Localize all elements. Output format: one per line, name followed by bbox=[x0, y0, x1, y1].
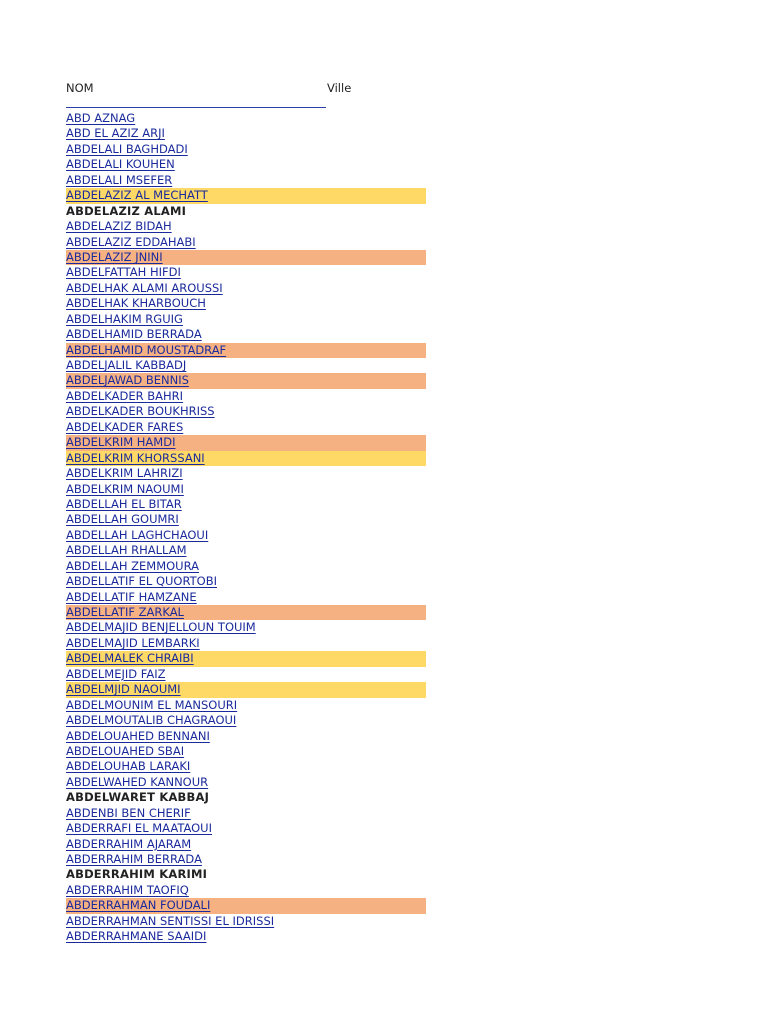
name-link[interactable]: ABDELAZIZ AL MECHATT bbox=[66, 188, 208, 203]
list-item[interactable] bbox=[66, 312, 426, 327]
list-item[interactable] bbox=[66, 837, 426, 852]
list-item[interactable] bbox=[66, 605, 426, 620]
list-item[interactable] bbox=[66, 157, 426, 172]
name-link[interactable]: ABDELALI KOUHEN bbox=[66, 157, 175, 172]
list-item[interactable] bbox=[66, 126, 426, 141]
name-link[interactable]: ABDELHAK KHARBOUCH bbox=[66, 296, 206, 311]
list-item[interactable] bbox=[66, 188, 426, 203]
name-text: ABDERRAHIM KARIMI bbox=[66, 867, 208, 882]
name-link[interactable]: ABDELLATIF ZARKAL bbox=[66, 605, 184, 619]
list-item[interactable] bbox=[66, 682, 426, 697]
list-item[interactable] bbox=[66, 435, 426, 450]
list-item[interactable] bbox=[66, 327, 426, 342]
name-link[interactable]: ABDELKRIM KHORSSANI bbox=[66, 450, 205, 465]
name-link[interactable]: ABDELKADER FARES bbox=[66, 419, 184, 434]
name-link[interactable]: ABDELKRIM HAMDI bbox=[66, 435, 176, 450]
list-item[interactable] bbox=[66, 497, 426, 512]
name-link[interactable]: ABDELMALEK CHRAIBI bbox=[66, 651, 194, 666]
name-link[interactable]: ABDELJALIL KABBADJ bbox=[66, 358, 187, 372]
name-link[interactable]: ABDELMOUTALIB CHAGRAOUI bbox=[66, 713, 237, 728]
name-link[interactable]: ABDELMEJID FAIZ bbox=[66, 666, 166, 681]
name-link[interactable]: ABDELMAJID LEMBARKI bbox=[66, 635, 200, 650]
name-link[interactable]: ABDELAZIZ JNINI bbox=[66, 249, 163, 264]
list-item[interactable] bbox=[66, 111, 426, 126]
name-link[interactable]: ABDELLAH LAGHCHAOUI bbox=[66, 527, 209, 542]
name-link[interactable]: ABDERRAHMANE SAAIDI bbox=[66, 929, 207, 944]
list-item[interactable] bbox=[66, 451, 426, 466]
list-item[interactable] bbox=[66, 929, 426, 944]
name-link[interactable]: ABDELHAMID BERRADA bbox=[66, 327, 202, 342]
name-link[interactable]: ABDERRAHMAN FOUDALI bbox=[66, 898, 211, 913]
name-link[interactable]: ABDELMAJID BENJELLOUN TOUIM bbox=[66, 620, 256, 635]
list-item[interactable] bbox=[66, 713, 426, 728]
list-item[interactable] bbox=[66, 466, 426, 481]
name-link[interactable]: ABD AZNAG bbox=[66, 111, 136, 125]
name-link[interactable]: ABDERRAFI EL MAATAOUI bbox=[66, 821, 212, 836]
name-link[interactable]: ABDERRAHMAN SENTISSI EL IDRISSI bbox=[66, 913, 275, 928]
name-link[interactable]: ABDELALI MSEFER bbox=[66, 172, 173, 187]
list-item[interactable] bbox=[66, 744, 426, 759]
name-link[interactable]: ABDELWAHED KANNOUR bbox=[66, 774, 209, 789]
name-link[interactable]: ABDELKADER BAHRI bbox=[66, 388, 184, 403]
list-item bbox=[66, 790, 426, 805]
list-item[interactable] bbox=[66, 729, 426, 744]
name-link[interactable]: ABDELLATIF HAMZANE bbox=[66, 589, 197, 604]
list-item[interactable] bbox=[66, 590, 426, 605]
name-link[interactable]: ABDERRAHIM AJARAM bbox=[66, 836, 192, 851]
list-item[interactable] bbox=[66, 343, 426, 358]
name-link[interactable]: ABDELJAWAD BENNIS bbox=[66, 373, 189, 388]
name-link[interactable]: ABDELKADER BOUKHRISS bbox=[66, 404, 215, 419]
list-item[interactable] bbox=[66, 806, 426, 821]
list-item[interactable] bbox=[66, 852, 426, 867]
list-item[interactable] bbox=[66, 512, 426, 527]
list-item[interactable] bbox=[66, 821, 426, 836]
list-item[interactable] bbox=[66, 420, 426, 435]
name-link[interactable]: ABDELFATTAH HIFDI bbox=[66, 265, 181, 280]
name-link[interactable]: ABDELOUAHED BENNANI bbox=[66, 728, 210, 743]
list-item[interactable] bbox=[66, 620, 426, 635]
name-text: ABDELAZIZ ALAMI bbox=[66, 203, 187, 218]
name-link[interactable]: ABDELAZIZ BIDAH bbox=[66, 219, 172, 234]
name-link[interactable]: ABDERRAHIM TAOFIQ bbox=[66, 882, 189, 897]
name-link[interactable]: ABDELLATIF EL QUORTOBI bbox=[66, 574, 217, 589]
name-link[interactable]: ABDELOUHAB LARAKI bbox=[66, 759, 191, 774]
list-item[interactable] bbox=[66, 883, 426, 898]
name-text: ABDELWARET KABBAJ bbox=[66, 790, 210, 805]
name-list bbox=[66, 111, 426, 945]
name-link[interactable]: ABDELMOUNIM EL MANSOURI bbox=[66, 697, 238, 712]
name-link[interactable]: ABDELMJID NAOUMI bbox=[66, 682, 181, 697]
list-item[interactable] bbox=[66, 281, 426, 296]
list-item[interactable] bbox=[66, 373, 426, 388]
name-link[interactable]: ABDELLAH ZEMMOURA bbox=[66, 558, 199, 573]
list-item[interactable] bbox=[66, 235, 426, 250]
list-item[interactable] bbox=[66, 296, 426, 311]
list-item[interactable] bbox=[66, 389, 426, 404]
name-link[interactable]: ABDELKRIM NAOUMI bbox=[66, 481, 184, 496]
column-header-ville: Ville bbox=[327, 81, 352, 95]
name-link[interactable]: ABDELHAKIM RGUIG bbox=[66, 311, 183, 326]
name-link[interactable]: ABDELHAMID MOUSTADRAF bbox=[66, 342, 227, 357]
list-item[interactable] bbox=[66, 219, 426, 234]
list-item[interactable] bbox=[66, 173, 426, 188]
list-item bbox=[66, 204, 426, 219]
list-item[interactable] bbox=[66, 636, 426, 651]
list-item[interactable] bbox=[66, 482, 426, 497]
list-item[interactable] bbox=[66, 358, 426, 373]
list-item[interactable] bbox=[66, 559, 426, 574]
name-link[interactable]: ABDELKRIM LAHRIZI bbox=[66, 466, 183, 481]
list-item bbox=[66, 867, 426, 882]
list-item[interactable] bbox=[66, 651, 426, 666]
list-item[interactable] bbox=[66, 528, 426, 543]
list-item[interactable] bbox=[66, 574, 426, 589]
name-link[interactable]: ABDELALI BAGHDADI bbox=[66, 141, 188, 156]
list-item[interactable] bbox=[66, 250, 426, 265]
list-item[interactable] bbox=[66, 265, 426, 280]
list-item[interactable] bbox=[66, 667, 426, 682]
header-underline bbox=[66, 107, 326, 108]
name-link[interactable]: ABDELAZIZ EDDAHABI bbox=[66, 234, 196, 249]
list-item[interactable] bbox=[66, 543, 426, 558]
name-link[interactable]: ABDELLAH GOUMRI bbox=[66, 512, 179, 527]
list-item[interactable] bbox=[66, 775, 426, 790]
list-item[interactable] bbox=[66, 898, 426, 913]
name-link[interactable]: ABD EL AZIZ ARJI bbox=[66, 126, 165, 141]
list-item[interactable] bbox=[66, 914, 426, 929]
name-link[interactable]: ABDENBI BEN CHERIF bbox=[66, 805, 191, 820]
name-link[interactable]: ABDELOUAHED SBAI bbox=[66, 743, 185, 758]
name-link[interactable]: ABDELLAH RHALLAM bbox=[66, 543, 187, 558]
name-link[interactable]: ABDERRAHIM BERRADA bbox=[66, 852, 202, 866]
list-item[interactable] bbox=[66, 404, 426, 419]
column-header-nom: NOM bbox=[66, 81, 94, 95]
list-item[interactable] bbox=[66, 698, 426, 713]
list-item[interactable] bbox=[66, 142, 426, 157]
name-link[interactable]: ABDELHAK ALAMI AROUSSI bbox=[66, 280, 223, 295]
list-item[interactable] bbox=[66, 759, 426, 774]
name-link[interactable]: ABDELLAH EL BITAR bbox=[66, 496, 182, 511]
